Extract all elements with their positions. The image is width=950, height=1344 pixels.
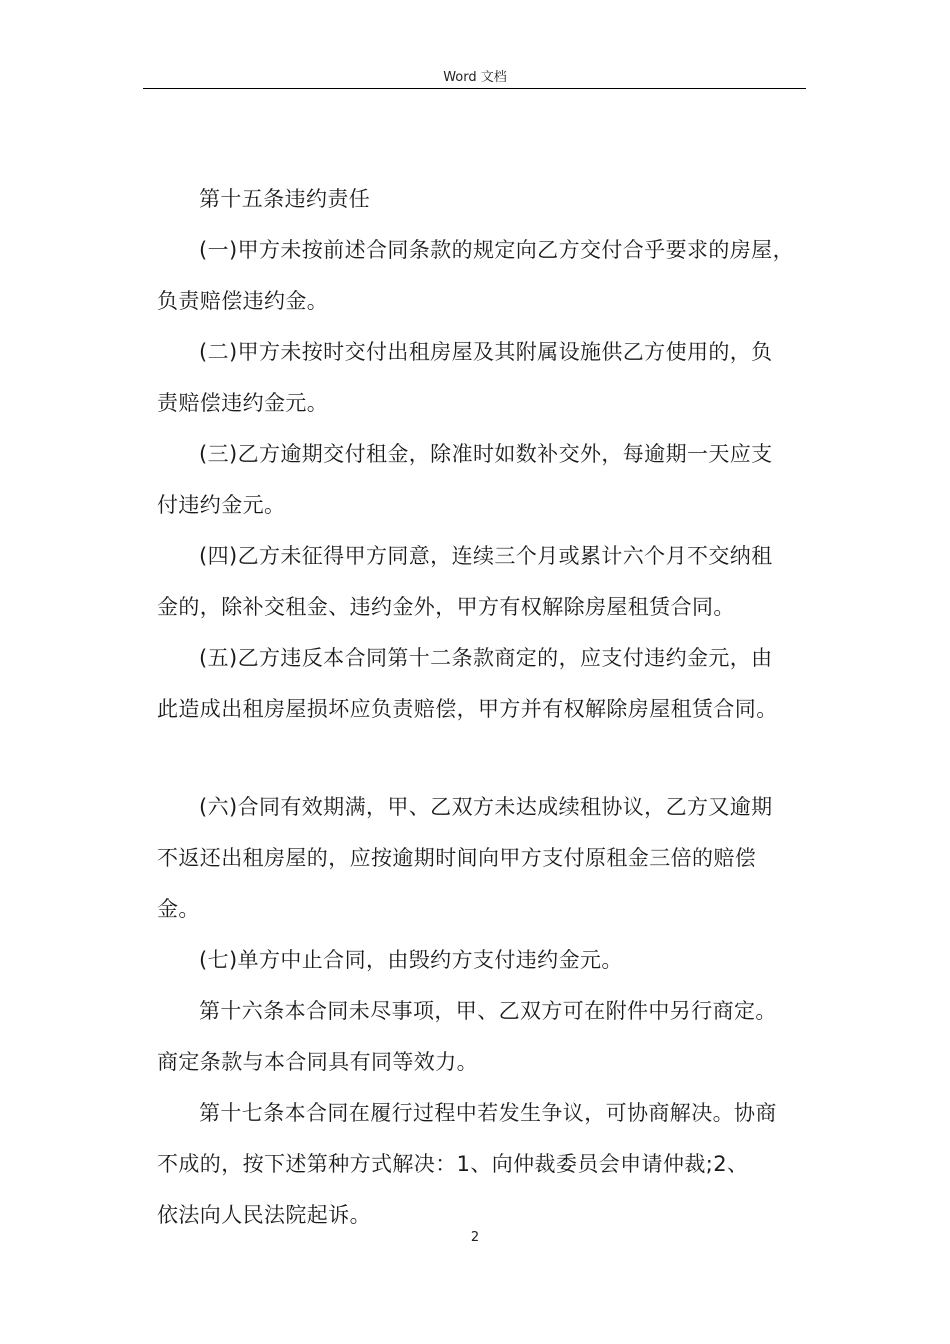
paragraph-line: (一)甲方未按前述合同条款的规定向乙方交付合乎要求的房屋， bbox=[199, 238, 794, 262]
paragraph-line: (七)单方中止合同，由毁约方支付违约金元。 bbox=[199, 948, 623, 972]
article-17 bbox=[157, 1088, 838, 1241]
paragraph-spacer bbox=[178, 735, 838, 782]
paragraph-line: 付违约金元。 bbox=[157, 493, 286, 517]
paragraph-line: (四)乙方未征得甲方同意，连续三个月或累计六个月不交纳租 bbox=[199, 544, 773, 568]
article-16 bbox=[157, 986, 838, 1088]
paragraph-line: (二)甲方未按时交付出租房屋及其附属设施供乙方使用的，负 bbox=[199, 340, 773, 364]
paragraph-line: 此造成出租房屋损坏应负责赔偿，甲方并有权解除房屋租赁合同。 bbox=[157, 697, 778, 721]
page-number: 2 bbox=[470, 1230, 480, 1245]
paragraph-line: 金。 bbox=[157, 897, 200, 921]
clause-2 bbox=[157, 327, 838, 429]
paragraph-line: 不成的，按下述第种方式解决：1、向仲裁委员会申请仲裁;2、 bbox=[157, 1152, 749, 1176]
paragraph-line: (六)合同有效期满，甲、乙双方未达成续租协议，乙方又逾期 bbox=[199, 795, 773, 819]
article-15-title bbox=[178, 174, 838, 225]
paragraph-line: 不返还出租房屋的，应按逾期时间向甲方支付原租金三倍的赔偿 bbox=[157, 846, 757, 870]
paragraph-line: (五)乙方违反本合同第十二条款商定的，应支付违约金元，由 bbox=[199, 646, 773, 670]
paragraph-line: 负责赔偿违约金。 bbox=[157, 289, 329, 313]
page-header: Word 文档 bbox=[443, 70, 507, 85]
paragraph-line: (三)乙方逾期交付租金，除准时如数补交外，每逾期一天应支 bbox=[199, 442, 773, 466]
clause-1 bbox=[157, 225, 838, 327]
clause-7 bbox=[178, 935, 838, 986]
clause-3 bbox=[157, 429, 838, 531]
paragraph-line: 第十七条本合同在履行过程中若发生争议，可协商解决。协商 bbox=[199, 1101, 777, 1125]
header-divider bbox=[143, 88, 806, 89]
paragraph-line: 商定条款与本合同具有同等效力。 bbox=[157, 1050, 478, 1074]
clause-5 bbox=[157, 633, 838, 735]
paragraph-line: 金的，除补交租金、违约金外，甲方有权解除房屋租赁合同。 bbox=[157, 595, 735, 619]
document-body bbox=[157, 174, 838, 1241]
paragraph-line: 依法向人民法院起诉。 bbox=[157, 1203, 371, 1227]
clause-6 bbox=[157, 782, 838, 935]
paragraph-line: 责赔偿违约金元。 bbox=[157, 391, 329, 415]
paragraph-line: 第十五条违约责任 bbox=[199, 187, 371, 211]
paragraph-line: 第十六条本合同未尽事项，甲、乙双方可在附件中另行商定。 bbox=[199, 999, 777, 1023]
clause-4 bbox=[157, 531, 838, 633]
